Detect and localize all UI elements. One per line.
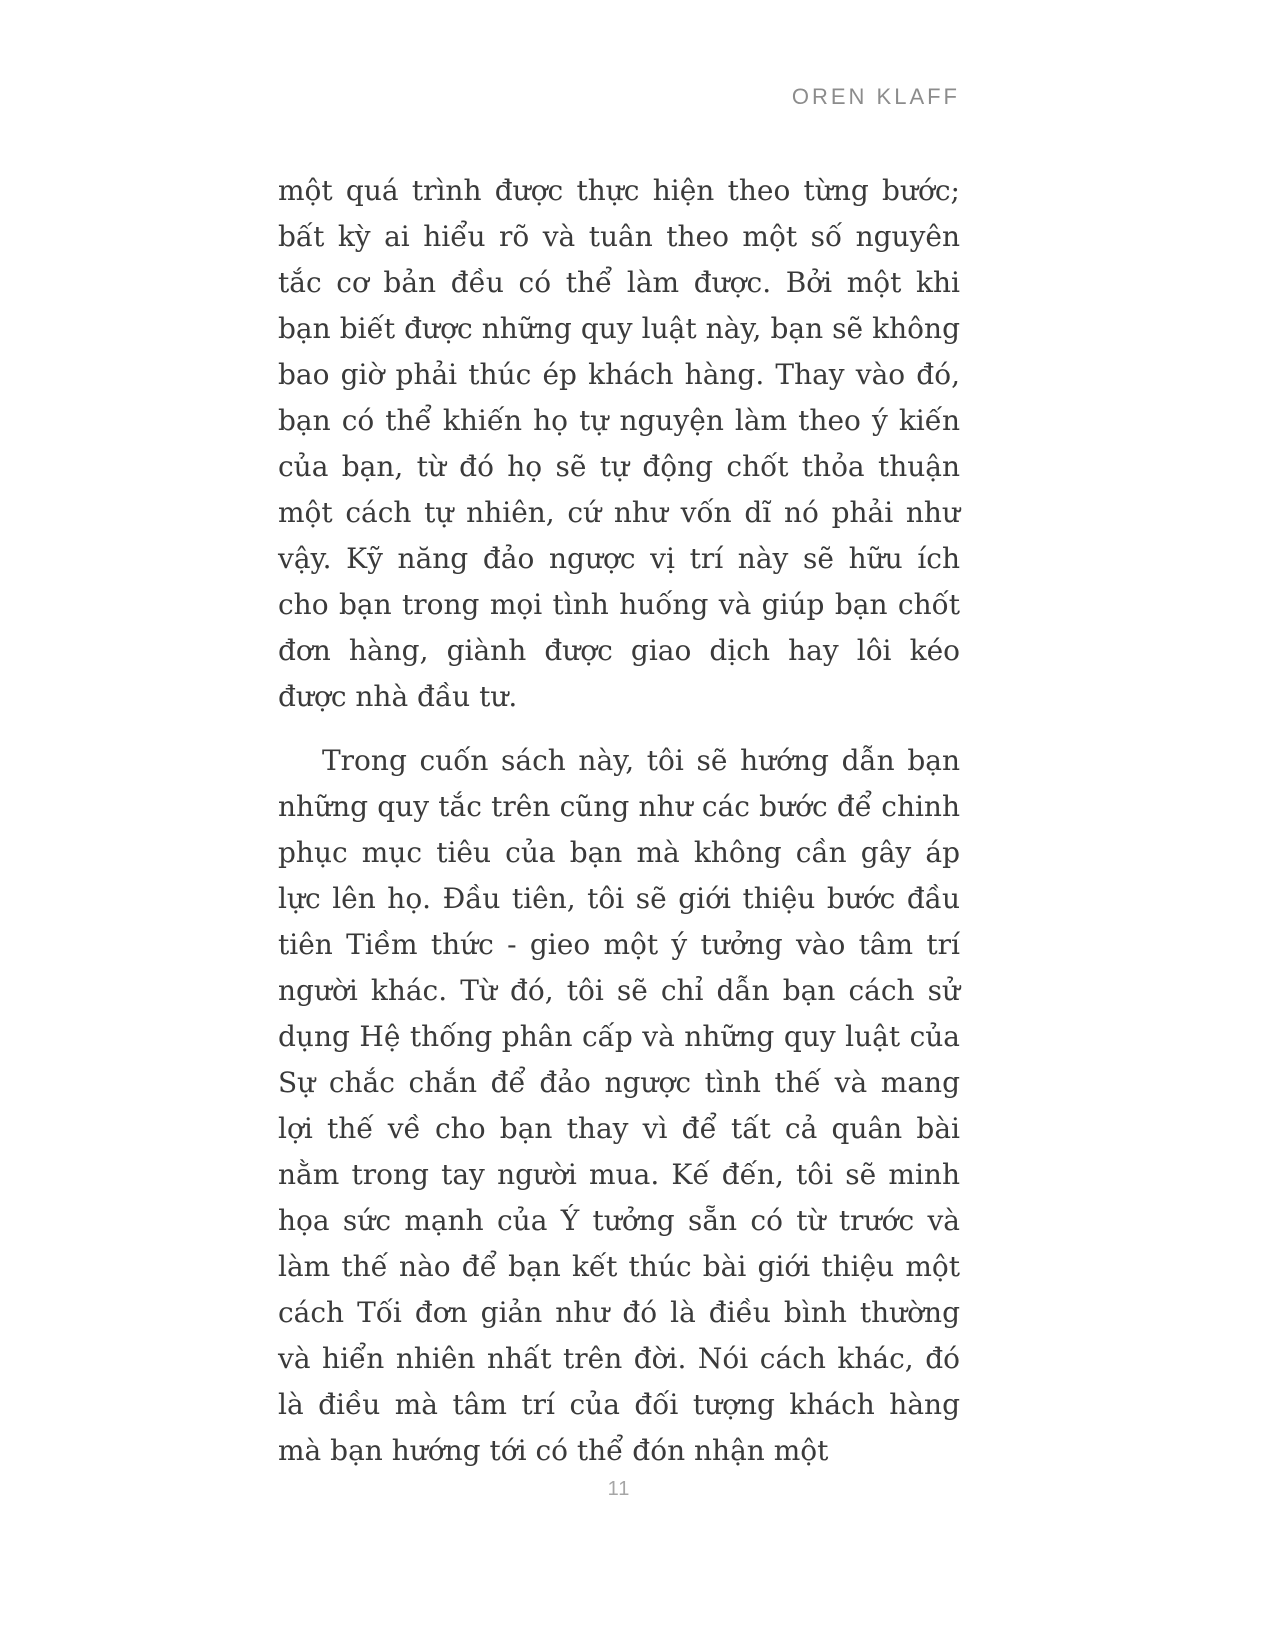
page-number: 11 (607, 1478, 631, 1500)
paragraph: Trong cuốn sách này, tôi sẽ hướng dẫn bạn những quy tắc trên cũng như các bước để chinh phục mục tiêu của bạn mà không cần gây áp lực lên họ. Đầu tiên, tôi sẽ giới thiệu bước đầu tiên Tiềm thức - gieo một ý tưởng vào tâm trí người khác. Từ đó, tôi sẽ chỉ dẫn bạn cách sử dụng Hệ thống phân cấp và những quy luật của Sự chắc chắn để đảo ngược tình thế và mang lợi thế về cho bạn thay vì để tất cả quân bài nằm trong tay người mua. Kế đến, tôi sẽ minh họa sức mạnh của Ý tưởng sẵn có từ trước và làm thế nào để bạn kết thúc bài giới thiệu một cách Tối đơn giản như đó là điều bình thường và hiển nhiên nhất trên đời. Nói cách khác, đó là điều mà tâm trí của đối tượng khách hàng mà bạn hướng tới có thể đón nhận một (278, 744, 960, 1467)
running-header: OREN KLAFF (791, 84, 960, 109)
paragraph-continuation: một quá trình được thực hiện theo từng bước; bất kỳ ai hiểu rõ và tuân theo một số nguyên tắc cơ bản đều có thể làm được. Bởi một khi bạn biết được những quy luật này, bạn sẽ không bao giờ phải thúc ép khách hàng. Thay vào đó, bạn có thể khiến họ tự nguyện làm theo ý kiến của bạn, từ đó họ sẽ tự động chốt thỏa thuận một cách tự nhiên, cứ như vốn dĩ nó phải như vậy. Kỹ năng đảo ngược vị trí này sẽ hữu ích cho bạn trong mọi tình huống và giúp bạn chốt đơn hàng, giành được giao dịch hay lôi kéo được nhà đầu tư. (278, 174, 960, 713)
body-text (278, 168, 960, 1492)
